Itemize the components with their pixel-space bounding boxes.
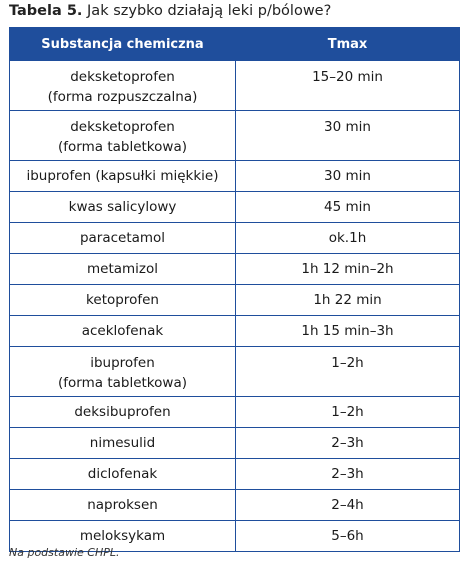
substance-line: deksketoprofen xyxy=(70,119,175,135)
table-row xyxy=(10,61,460,111)
tmax-value: 2–3h xyxy=(331,435,364,451)
cell-substance xyxy=(10,285,236,316)
tmax-value: 30 min xyxy=(324,119,371,135)
substance-line: kwas salicylowy xyxy=(68,199,177,215)
footnote: Na podstawie CHPL. xyxy=(9,546,120,559)
cell-tmax xyxy=(236,521,460,552)
cell-tmax xyxy=(236,347,460,397)
substance-line: deksketoprofen xyxy=(70,69,175,85)
cell-substance xyxy=(10,161,236,192)
table-caption xyxy=(9,2,331,20)
table-row xyxy=(10,397,460,428)
header-tmax: Tmax xyxy=(236,28,460,61)
substance-line: ketoprofen xyxy=(86,292,159,308)
cell-substance xyxy=(10,111,236,161)
substance-line: naproksen xyxy=(87,497,158,513)
substance-line: ibuprofen xyxy=(90,355,155,371)
table-row xyxy=(10,223,460,254)
cell-substance xyxy=(10,347,236,397)
table-row xyxy=(10,254,460,285)
tmax-value: 1h 12 min–2h xyxy=(301,261,394,277)
tmax-value: 30 min xyxy=(324,168,371,184)
substance-line: (forma tabletkowa) xyxy=(58,375,187,391)
cell-tmax xyxy=(236,223,460,254)
cell-substance xyxy=(10,192,236,223)
cell-substance xyxy=(10,223,236,254)
tmax-value: 45 min xyxy=(324,199,371,215)
table-row xyxy=(10,111,460,161)
cell-tmax xyxy=(236,111,460,161)
tmax-value: ok.1h xyxy=(328,230,367,246)
substance-line: paracetamol xyxy=(79,230,166,246)
tmax-value: 15–20 min xyxy=(312,69,383,85)
substance-line: (forma rozpuszczalna) xyxy=(47,89,198,105)
table-row xyxy=(10,316,460,347)
table-row xyxy=(10,490,460,521)
tmax-value: 1h 22 min xyxy=(313,292,382,308)
cell-substance xyxy=(10,254,236,285)
cell-substance xyxy=(10,397,236,428)
table-row xyxy=(10,285,460,316)
table-row xyxy=(10,459,460,490)
substance-line: diclofenak xyxy=(87,466,158,482)
cell-substance xyxy=(10,316,236,347)
cell-tmax xyxy=(236,192,460,223)
substance-line: meloksykam xyxy=(79,528,166,544)
substance-line: aceklofenak xyxy=(81,323,164,339)
cell-tmax xyxy=(236,254,460,285)
cell-substance xyxy=(10,490,236,521)
cell-tmax xyxy=(236,316,460,347)
cell-tmax xyxy=(236,490,460,521)
cell-tmax xyxy=(236,161,460,192)
cell-tmax xyxy=(236,285,460,316)
tmax-value: 5–6h xyxy=(331,528,364,544)
painkillers-table xyxy=(9,27,460,552)
cell-tmax xyxy=(236,397,460,428)
header-substance: Substancja chemiczna xyxy=(10,28,236,61)
caption-title: Jak szybko działają leki p/bólowe? xyxy=(87,3,332,19)
substance-line: metamizol xyxy=(86,261,159,277)
table-header-row xyxy=(10,28,460,61)
tmax-value: 1h 15 min–3h xyxy=(301,323,394,339)
cell-tmax xyxy=(236,61,460,111)
tmax-value: 2–3h xyxy=(331,466,364,482)
tmax-value: 1–2h xyxy=(331,404,364,420)
substance-line: ibuprofen (kapsułki miękkie) xyxy=(26,168,219,184)
cell-substance xyxy=(10,428,236,459)
substance-line: nimesulid xyxy=(89,435,156,451)
table-row xyxy=(10,347,460,397)
cell-tmax xyxy=(236,459,460,490)
cell-substance xyxy=(10,61,236,111)
substance-line: deksibuprofen xyxy=(74,404,171,420)
tmax-value: 2–4h xyxy=(331,497,364,513)
table-row xyxy=(10,161,460,192)
table-row xyxy=(10,192,460,223)
table-body xyxy=(10,61,460,552)
substance-line: (forma tabletkowa) xyxy=(58,139,187,155)
tmax-value: 1–2h xyxy=(331,355,364,371)
cell-substance xyxy=(10,459,236,490)
cell-tmax xyxy=(236,428,460,459)
caption-label: Tabela 5. xyxy=(9,3,83,19)
table-row xyxy=(10,428,460,459)
